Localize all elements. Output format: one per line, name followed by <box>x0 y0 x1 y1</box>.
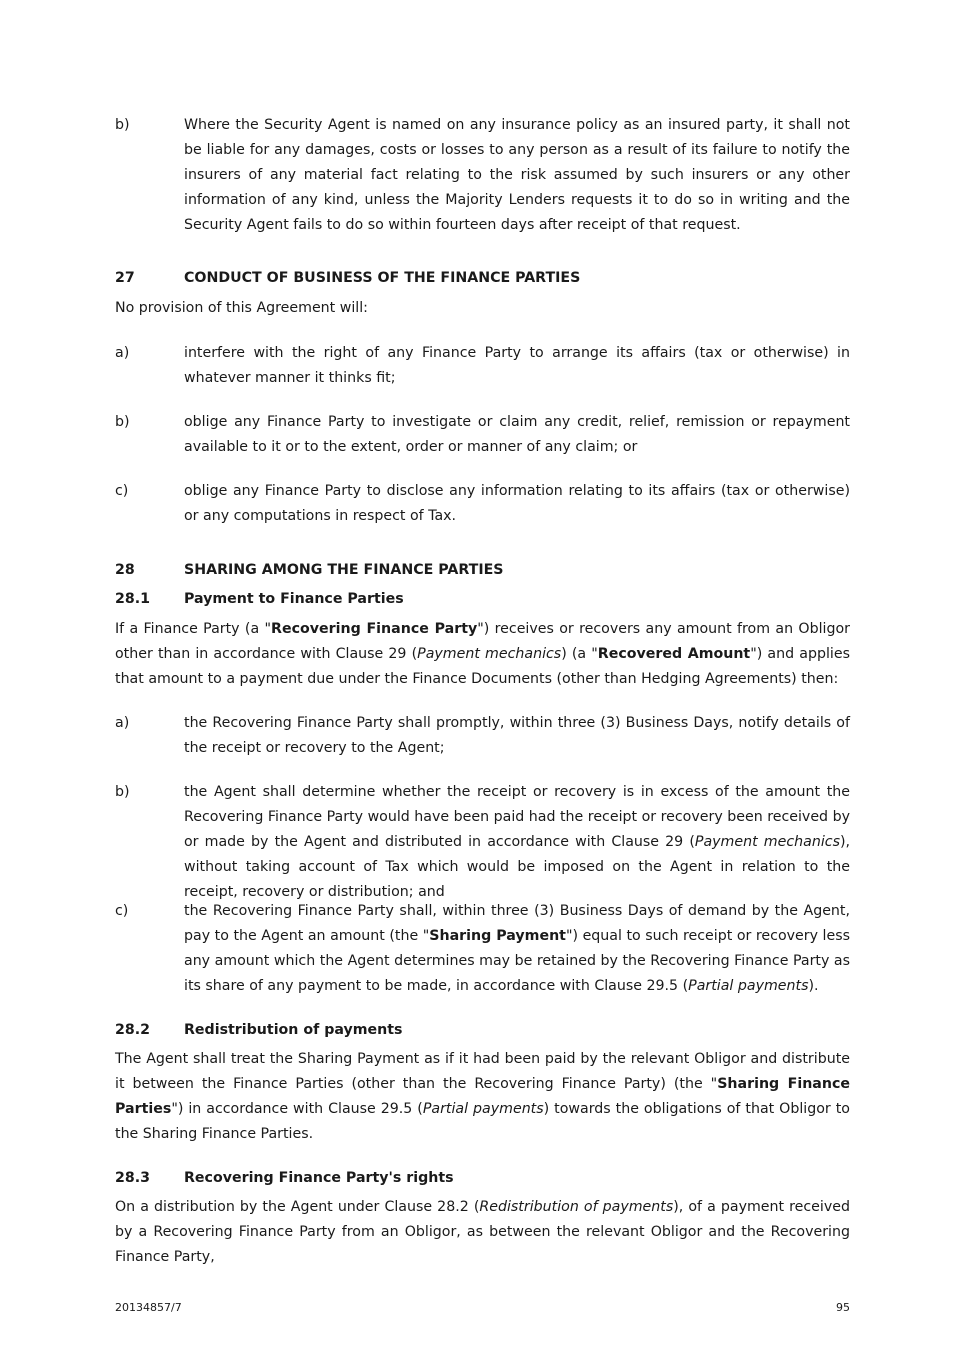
item-text: the Recovering Finance Party shall promptly, within three (3) Business Days, notify details of the receipt or recovery to the Agent; <box>184 715 850 756</box>
subclause-number: 28.3 <box>115 1170 151 1186</box>
item-text: Where the Security Agent is named on any insurance policy as an insured party, it shall not be liable for any damages, costs or losses to any person as a result of its failure to notify the insurers of any material fact relating to the risk assumed by such insurers or any other information of any kind, unless the Majority Lenders requests it to do so in writing and the Security Agent fails to do so within fourteen days after receipt of that request. <box>184 117 850 233</box>
text-run: the Recovering Finance Party shall, within three (3) Business Days of demand by the Agent, pay to the Agent an amount (the " <box>184 903 850 944</box>
clause-reference: Payment mechanics <box>417 646 562 662</box>
clause-28-heading <box>115 558 850 583</box>
text-run: ") and applies that amount to a payment due under the Finance Documents (other than Hedging Agreements) then: <box>115 646 850 687</box>
clause-28-2-paragraph <box>115 1047 850 1147</box>
text-run: ") equal to such receipt or recovery less any amount which the Agent determines may be retained by the Recovering Finance Party as its share of any payment to be made, in accordance with Clause 29.5 ( <box>184 928 851 994</box>
clause-reference: Payment mechanics <box>694 834 840 850</box>
text-run: ) (a " <box>561 646 598 662</box>
subclause-number: 28.1 <box>115 591 151 607</box>
clause-number: 27 <box>115 270 135 286</box>
clause-26-item-b <box>115 113 850 238</box>
text-run: ), of a payment received by a Recovering Finance Party from an Obligor, as between the relevant Obligor and the Recovering Finance Party, <box>115 1199 850 1265</box>
item-text: interfere with the right of any Finance Party to arrange its affairs (tax or otherwise) in whatever manner it thinks fit; <box>184 345 850 386</box>
clause-27-heading <box>115 266 850 291</box>
item-label: a) <box>115 715 130 731</box>
item-label: c) <box>115 903 129 919</box>
text-run: ") receives or recovers any amount from an Obligor other than in accordance with Clause 29 ( <box>115 621 850 662</box>
subclause-title: Redistribution of payments <box>184 1022 403 1038</box>
defined-term: Sharing Finance Parties <box>115 1076 850 1117</box>
clause-28-1-item-b <box>115 780 850 905</box>
defined-term: Recovering Finance Party <box>271 621 478 637</box>
subclause-title: Recovering Finance Party's rights <box>184 1170 454 1186</box>
clause-reference: Partial payments <box>688 978 809 994</box>
clause-28-3-heading <box>115 1166 850 1191</box>
clause-28-1-item-c <box>115 899 850 999</box>
clause-28-1-heading <box>115 587 850 612</box>
item-text: oblige any Finance Party to disclose any information relating to its affairs (tax or otherwise) or any computations in respect of Tax. <box>184 483 850 524</box>
text-run: The Agent shall treat the Sharing Payment as if it had been paid by the relevant Obligor and distribute it between the Finance Parties (other than the Recovering Finance Party) (the " <box>115 1051 850 1092</box>
clause-28-1-item-a <box>115 711 850 761</box>
subclause-title: Payment to Finance Parties <box>184 591 404 607</box>
clause-reference: Redistribution of payments <box>479 1199 674 1215</box>
text-run: ) towards the obligations of that Obligor to the Sharing Finance Parties. <box>115 1101 850 1142</box>
item-label: b) <box>115 117 130 133</box>
defined-term: Sharing Payment <box>429 928 566 944</box>
subclause-number: 28.2 <box>115 1022 151 1038</box>
text-run: If a Finance Party (a " <box>115 621 272 637</box>
clause-27-item-b <box>115 410 850 460</box>
text-run: ). <box>808 978 819 994</box>
item-text <box>184 899 850 999</box>
clause-27-intro: No provision of this Agreement will: <box>115 300 368 316</box>
clause-title: CONDUCT OF BUSINESS OF THE FINANCE PARTIES <box>184 270 581 286</box>
clause-reference: Partial payments <box>422 1101 544 1117</box>
text-run: ") in accordance with Clause 29.5 ( <box>171 1101 423 1117</box>
clause-27-item-c <box>115 479 850 529</box>
text-run: ), without taking account of Tax which would be imposed on the Agent in relation to the receipt, recovery or distribution; and <box>184 834 851 900</box>
item-text: oblige any Finance Party to investigate or claim any credit, relief, remission or repayment available to it or to the extent, order or manner of any claim; or <box>184 414 850 455</box>
item-label: b) <box>115 414 130 430</box>
clause-title: SHARING AMONG THE FINANCE PARTIES <box>184 562 504 578</box>
item-label: b) <box>115 784 130 800</box>
clause-28-3-paragraph <box>115 1195 850 1270</box>
clause-number: 28 <box>115 562 135 578</box>
defined-term: Recovered Amount <box>597 646 751 662</box>
text-run: On a distribution by the Agent under Clause 28.2 ( <box>115 1199 480 1215</box>
document-reference: 20134857/7 <box>115 1301 182 1314</box>
item-text <box>184 780 850 905</box>
item-label: c) <box>115 483 129 499</box>
clause-28-2-heading <box>115 1018 850 1043</box>
item-label: a) <box>115 345 130 361</box>
page-number: 95 <box>836 1301 850 1314</box>
clause-28-1-paragraph <box>115 617 850 692</box>
clause-27-item-a <box>115 341 850 391</box>
text-run: the Agent shall determine whether the receipt or recovery is in excess of the amount the Recovering Finance Party would have been paid had the receipt or recovery been received by or made by the Agent and distributed in accordance with Clause 29 ( <box>184 784 850 850</box>
